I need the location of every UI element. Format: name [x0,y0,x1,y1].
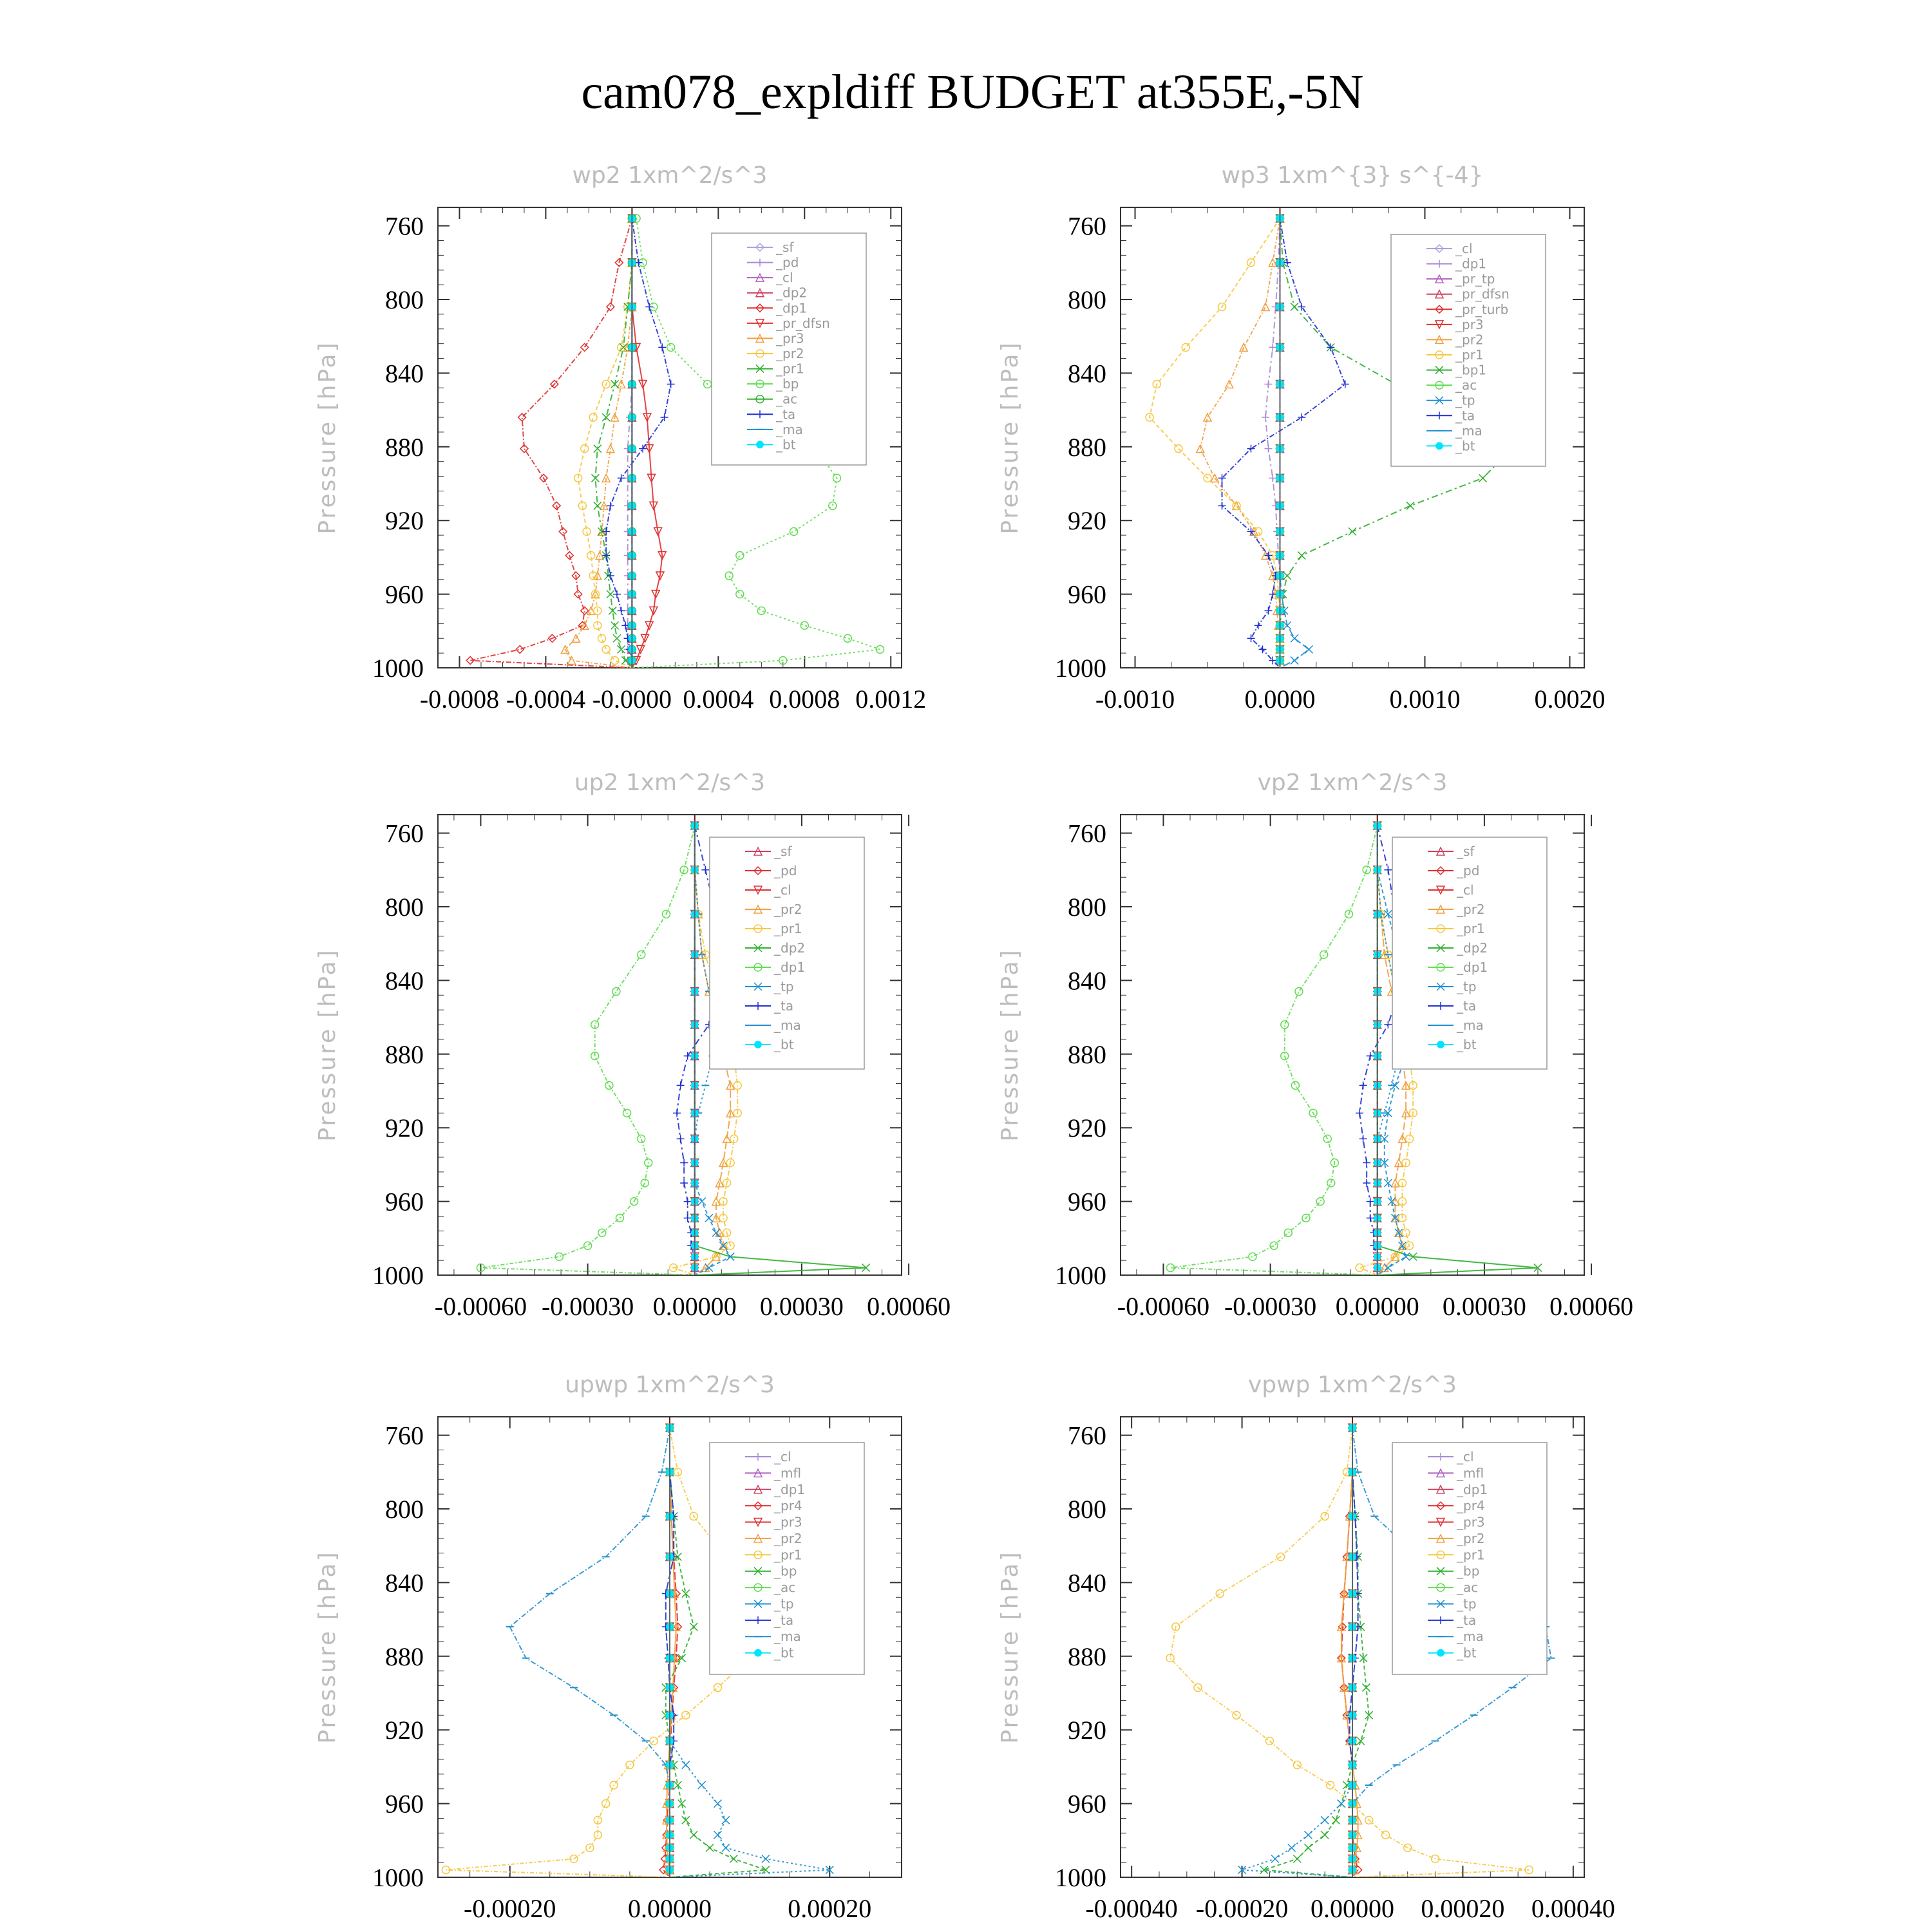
legend-label: _dp2 [1457,940,1488,956]
y-axis-label: Pressure [hPa] [314,948,341,1142]
legend-label: _bt [774,1645,794,1661]
y-tick-label: 1000 [1055,1261,1106,1290]
x-tick-label: 0.00030 [759,1292,844,1321]
x-tick-label: 0.00000 [652,1292,737,1321]
y-tick-label: 960 [1068,1187,1106,1217]
legend-label: _cl [1455,241,1473,256]
y-axis-label: Pressure [hPa] [997,341,1023,535]
legend-label: _ma [1457,1629,1484,1645]
y-axis-label: Pressure [hPa] [997,1550,1023,1744]
legend-marker [1437,1649,1444,1656]
panel-title: vp2 1xm^2/s^3 [1257,770,1448,796]
legend [1392,837,1547,1069]
legend-label: _pr1 [774,921,802,936]
legend-label: _bt [1457,1037,1477,1052]
panel-title: upwp 1xm^2/s^3 [565,1372,775,1398]
legend-label: _dp2 [776,285,808,301]
legend-label: _dp1 [774,1481,806,1497]
legend-label: _dp1 [776,300,808,316]
legend-label: _pr1 [774,1547,802,1563]
x-tick-label: 0.00000 [1335,1292,1419,1321]
y-tick-label: 800 [385,1495,424,1524]
panel-title: vpwp 1xm^2/s^3 [1247,1372,1457,1398]
panel-title: wp3 1xm^{3} s^{-4} [1221,162,1484,189]
legend-label: _ac [1457,1580,1479,1596]
y-tick-label: 840 [1068,966,1106,996]
legend-label: _pr_turb [1455,301,1509,317]
legend-label: _ta [776,406,796,422]
legend-label: _dp1 [1457,960,1488,975]
legend-label: _bp [1457,1563,1480,1579]
legend [710,837,864,1069]
y-axis-label: Pressure [hPa] [314,341,341,535]
legend-label: _pr2 [776,346,804,361]
legend-label: _pr4 [774,1498,802,1514]
y-axis-label: Pressure [hPa] [997,948,1023,1142]
legend-label: _pr3 [776,330,804,346]
x-tick-label: 0.0010 [1389,685,1461,714]
y-axis-label: Pressure [hPa] [314,1550,341,1744]
x-tick-label: 0.00020 [788,1894,872,1923]
y-tick-label: 880 [1068,432,1106,462]
legend-label: _pr1 [1457,1547,1485,1563]
legend-label: _ac [774,1580,796,1596]
legend-label: _ta [774,1612,794,1628]
legend-label: _mfl [774,1465,802,1481]
y-tick-label: 760 [1068,819,1106,848]
x-tick-label: -0.0008 [419,685,500,714]
legend-label: _pr4 [1457,1498,1485,1514]
legend-label: _pr2 [774,1530,802,1546]
legend-label: _mfl [1457,1465,1484,1481]
x-tick-label: 0.0012 [855,685,927,714]
legend-label: _pr2 [774,902,802,917]
x-tick-label: 0.00030 [1442,1292,1526,1321]
y-tick-label: 960 [385,1187,424,1217]
legend-label: _cl [774,1449,791,1464]
legend-label: _pr_dfsn [776,315,830,331]
legend-label: _pr2 [1457,1530,1485,1546]
legend-label: _bp [774,1563,797,1579]
x-tick-label: -0.00060 [1117,1292,1210,1321]
panel-title: up2 1xm^2/s^3 [574,770,766,796]
legend-marker [757,441,764,448]
x-tick-label: -0.0010 [1095,685,1175,714]
y-tick-label: 760 [385,211,424,241]
legend-label: _ta [1455,408,1475,424]
legend [1391,234,1546,466]
y-tick-label: 840 [385,1568,424,1598]
x-tick-label: 0.0000 [1244,685,1316,714]
x-tick-label: 0.00000 [628,1894,712,1923]
legend-label: _sf [774,844,792,859]
legend-label: _bt [774,1037,794,1052]
legend-label: _ta [1457,998,1477,1014]
legend-label: _dp1 [1457,1481,1488,1497]
x-tick-label: -0.00030 [1224,1292,1317,1321]
y-tick-label: 920 [385,506,424,536]
legend-label: _pr_tp [1455,271,1495,287]
y-tick-label: 760 [1068,211,1106,241]
legend-label: _bp [776,376,799,392]
y-tick-label: 920 [1068,1113,1106,1143]
x-tick-label: 0.0020 [1534,685,1605,714]
panel-title: wp2 1xm^2/s^3 [572,162,768,189]
legend-label: _pr3 [774,1514,802,1530]
y-tick-label: 880 [385,432,424,462]
legend-marker [755,1041,762,1048]
legend-label: _ma [1455,422,1482,439]
y-tick-label: 800 [1068,893,1106,922]
y-tick-label: 1000 [372,1261,424,1290]
legend-label: _ac [1455,377,1477,393]
main-title: cam078_expldiff BUDGET at355E,-5N [581,65,1364,119]
y-tick-label: 880 [385,1039,424,1069]
y-tick-label: 840 [1068,1568,1106,1598]
y-tick-label: 800 [1068,285,1106,314]
y-tick-label: 880 [1068,1039,1106,1069]
legend-label: _pr_dfsn [1455,286,1510,302]
x-tick-label: 0.00020 [1421,1894,1505,1923]
x-tick-label: -0.0000 [592,685,672,714]
legend-label: _tp [1457,1596,1477,1612]
legend-label: _pr2 [1457,902,1485,917]
y-tick-label: 880 [1068,1642,1106,1671]
legend-label: _pd [1457,863,1480,878]
x-tick-label: -0.00020 [464,1894,556,1923]
y-tick-label: 840 [385,966,424,996]
legend-marker [1436,442,1443,450]
x-tick-label: 0.00000 [1311,1894,1394,1923]
x-tick-label: 0.0004 [683,685,754,714]
y-tick-label: 840 [385,359,424,388]
legend-label: _pr1 [1457,921,1485,936]
legend-label: _dp1 [1455,256,1487,272]
y-tick-label: 920 [1068,506,1106,536]
legend-label: _pr1 [776,361,804,377]
legend-label: _sf [776,240,794,255]
y-tick-label: 760 [1068,1421,1106,1450]
legend-marker [755,1649,762,1656]
y-tick-label: 920 [385,1716,424,1745]
legend-label: _bt [776,437,796,453]
y-tick-label: 960 [385,1789,424,1819]
legend-label: _dp2 [774,940,806,956]
legend-label: _bt [1455,438,1475,454]
x-tick-label: 0.0008 [769,685,840,714]
y-tick-label: 960 [1068,580,1106,609]
x-tick-label: -0.00040 [1085,1894,1178,1923]
x-tick-label: -0.00030 [541,1292,634,1321]
y-tick-label: 800 [385,893,424,922]
y-tick-label: 1000 [372,1863,424,1892]
legend-label: _sf [1457,844,1475,859]
legend-label: _ac [776,391,798,407]
legend-label: _ta [1457,1612,1477,1628]
legend [710,1443,864,1674]
legend-label: _cl [1457,882,1474,898]
y-tick-label: 800 [385,285,424,314]
y-tick-label: 880 [385,1642,424,1671]
legend-label: _bt [1457,1645,1477,1661]
y-tick-label: 1000 [1055,654,1106,683]
legend-label: _dp1 [774,960,806,975]
x-tick-label: -0.00060 [434,1292,527,1321]
legend [712,233,866,465]
x-tick-label: -0.0004 [506,685,586,714]
legend-label: _ta [774,998,794,1014]
y-tick-label: 1000 [1055,1863,1106,1892]
x-tick-label: 0.00060 [867,1292,951,1321]
y-tick-label: 760 [385,819,424,848]
y-tick-label: 760 [385,1421,424,1450]
y-tick-label: 920 [1068,1716,1106,1745]
legend-label: _pd [774,863,797,878]
legend-label: _tp [774,979,794,994]
legend-label: _ma [774,1629,801,1645]
legend-label: _bp1 [1455,362,1487,378]
y-tick-label: 960 [1068,1789,1106,1819]
legend-label: _ma [774,1018,801,1033]
legend-label: _ma [776,421,803,437]
legend-label: _pr3 [1455,316,1484,332]
x-tick-label: 0.00060 [1549,1292,1634,1321]
legend-label: _tp [1457,979,1477,994]
legend-marker [1437,1041,1444,1048]
legend-label: _pd [776,254,799,270]
legend-label: _ma [1457,1018,1484,1033]
y-tick-label: 920 [385,1113,424,1143]
legend-label: _tp [774,1596,794,1612]
y-tick-label: 840 [1068,359,1106,388]
legend-label: _pr3 [1457,1514,1485,1530]
legend-label: _pr1 [1455,347,1484,363]
legend-label: _tp [1455,392,1475,408]
legend-label: _cl [1457,1449,1474,1464]
legend [1392,1443,1547,1674]
legend-label: _pr2 [1455,332,1484,348]
y-tick-label: 800 [1068,1495,1106,1524]
legend-label: _cl [774,882,791,898]
x-tick-label: -0.00020 [1195,1894,1289,1923]
x-tick-label: 0.00040 [1531,1894,1615,1923]
legend-label: _cl [776,270,793,286]
y-tick-label: 960 [385,580,424,609]
y-tick-label: 1000 [372,654,424,683]
